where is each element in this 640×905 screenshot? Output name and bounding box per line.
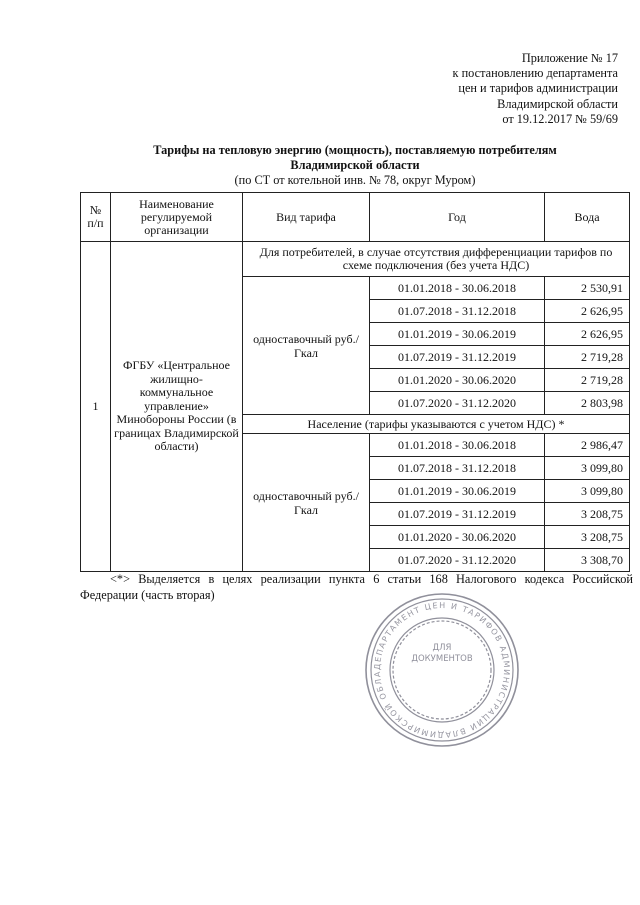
appendix-line: Приложение № 17 [521, 51, 618, 65]
value-cell: 3 099,80 [545, 457, 630, 480]
period-cell: 01.01.2020 - 30.06.2020 [370, 526, 545, 549]
header-year: Год [370, 193, 545, 242]
appendix-line: Владимирской области [497, 96, 618, 111]
tariff-type: одноставочный руб./Гкал [243, 277, 370, 415]
header-num: № п/п [81, 193, 111, 242]
value-cell: 2 986,47 [545, 434, 630, 457]
stamp-seal-icon [362, 590, 522, 750]
period-cell: 01.07.2020 - 31.12.2020 [370, 392, 545, 415]
value-cell: 3 208,75 [545, 503, 630, 526]
title-line: Владимирской области [290, 158, 420, 172]
header-org: Наименование регулируемой организации [111, 193, 243, 242]
row-number: 1 [81, 242, 111, 572]
period-cell: 01.07.2020 - 31.12.2020 [370, 549, 545, 572]
svg-text:ДЕПАРТАМЕНТ ЦЕН И ТАРИФОВ АДМИ [362, 590, 511, 739]
value-cell: 2 719,28 [545, 346, 630, 369]
period-cell: 01.01.2018 - 30.06.2018 [370, 277, 545, 300]
tariff-type: одноставочный руб./Гкал [243, 434, 370, 572]
document-title [60, 143, 640, 188]
period-cell: 01.01.2019 - 30.06.2019 [370, 480, 545, 503]
section1-heading: Для потребителей, в случае отсутствия дифференциации тарифов по схеме подключения (без учета НДС) [243, 242, 630, 277]
footnote: <*> Выделяется в целях реализации пункта 6 статьи 168 Налогового кодекса Российской Федерации (часть вторая) [80, 572, 633, 602]
organization-name: ФГБУ «Центральное жилищно-коммунальное управление» Минобороны России (в границах Владимирской области) [111, 242, 243, 572]
appendix-line: к постановлению департамента [452, 66, 618, 81]
period-cell: 01.07.2019 - 31.12.2019 [370, 503, 545, 526]
period-cell: 01.07.2018 - 31.12.2018 [370, 300, 545, 323]
stamp-text: ДЛЯ [432, 643, 452, 653]
period-cell: 01.07.2019 - 31.12.2019 [370, 346, 545, 369]
stamp-ring-text: ДЕПАРТАМЕНТ ЦЕН И ТАРИФОВ АДМИНИСТРАЦИИ ВЛАДИМИРСКОЙ ОБЛА [372, 600, 512, 740]
section2-heading: Население (тарифы указываются с учетом НДС) * [243, 415, 630, 434]
appendix-line: цен и тарифов администрации [458, 81, 618, 96]
value-cell: 3 208,75 [545, 526, 630, 549]
period-cell: 01.07.2018 - 31.12.2018 [370, 457, 545, 480]
appendix-date-line: от 19.12.2017 № 59/69 [502, 111, 618, 126]
value-cell: 2 530,91 [545, 277, 630, 300]
period-cell: 01.01.2018 - 30.06.2018 [370, 434, 545, 457]
value-cell: 2 626,95 [545, 323, 630, 346]
table-header-row [81, 193, 630, 242]
value-cell: 2 803,98 [545, 392, 630, 415]
period-cell: 01.01.2019 - 30.06.2019 [370, 323, 545, 346]
value-cell: 2 626,95 [545, 300, 630, 323]
value-cell: 2 719,28 [545, 369, 630, 392]
appendix-header [318, 51, 618, 127]
official-stamp [362, 590, 522, 750]
value-cell: 3 308,70 [545, 549, 630, 572]
title-line: Тарифы на тепловую энергию (мощность), поставляемую потребителям [153, 143, 557, 157]
header-type: Вид тарифа [243, 193, 370, 242]
section1-heading-row [81, 242, 630, 277]
tariff-table [80, 192, 630, 572]
title-subline: (по СТ от котельной инв. № 78, округ Муром) [234, 173, 476, 187]
period-cell: 01.01.2020 - 30.06.2020 [370, 369, 545, 392]
stamp-text: ДОКУМЕНТОВ [411, 654, 473, 664]
value-cell: 3 099,80 [545, 480, 630, 503]
header-water: Вода [545, 193, 630, 242]
